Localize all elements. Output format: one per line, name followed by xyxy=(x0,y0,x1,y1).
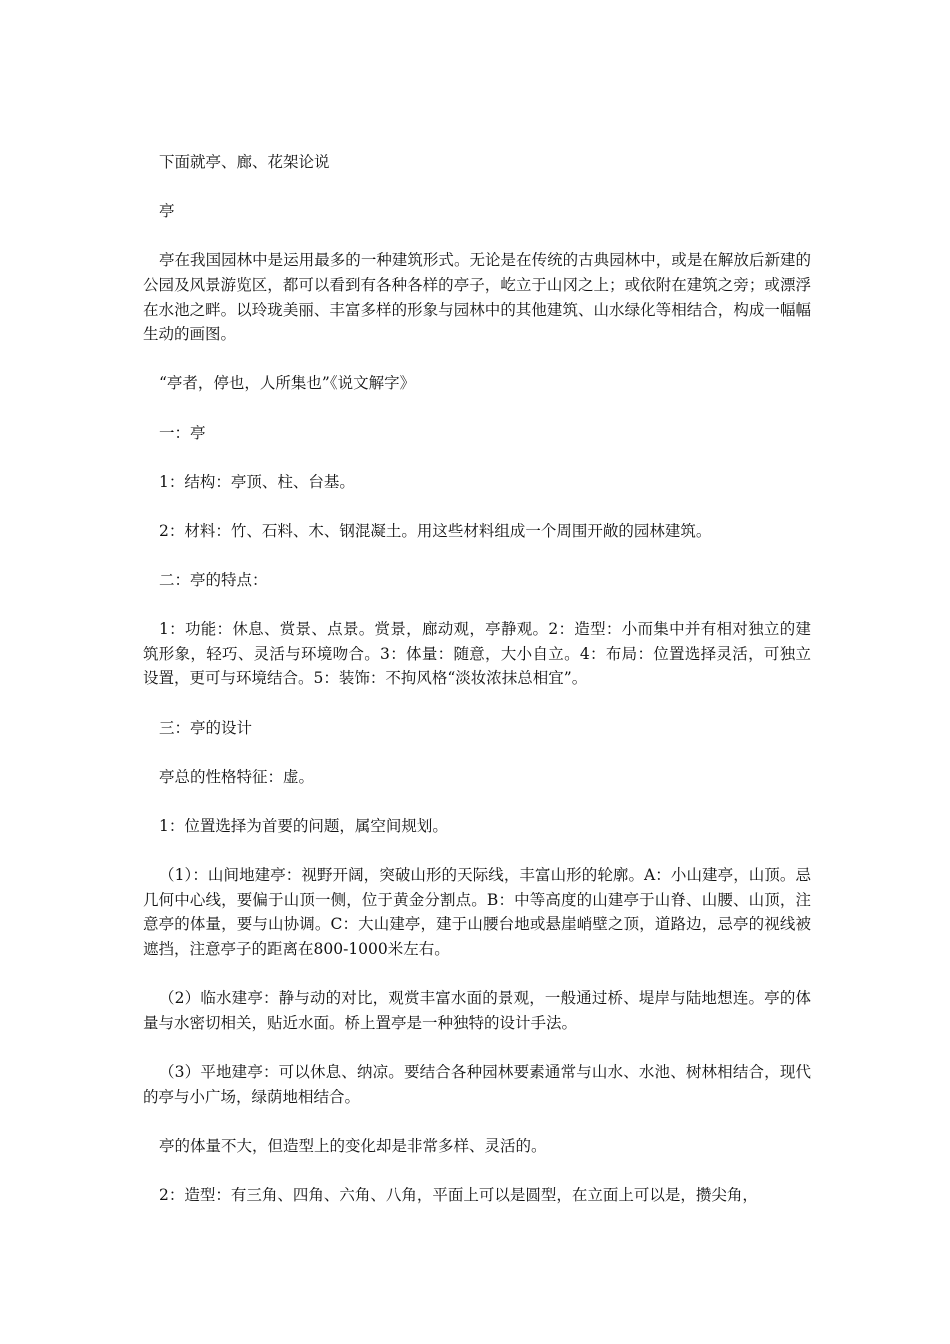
section-heading-1: 一：亭 xyxy=(159,423,206,442)
paragraph-form: 2：造型：有三角、四角、六角、八角，平面上可以是圆型，在立面上可以是，攒尖角， xyxy=(159,1185,758,1204)
paragraph-structure: 1：结构：亭顶、柱、台基。 xyxy=(159,472,355,491)
paragraph-intro: 下面就亭、廊、花架论说 xyxy=(159,153,330,171)
section-heading-3: 三：亭的设计 xyxy=(159,718,253,737)
paragraph-mountain: （1）：山间地建亭：视野开阔，突破山形的天际线，丰富山形的轮廓。A：小山建亭，山顶。忌几何中心线，要偏于山顶一侧，位于黄金分割点。B：中等高度的山建亭于山脊、山腰、山顶，注意亭的体量，要与山协调。C：大山建亭，建于山腰台地或悬崖峭壁之顶，道路边，忌亭的视线被遮挡，注意亭子的距离在800-1000米左右。 xyxy=(143,866,811,958)
paragraph-ting-overview: 亭在我国园林中是运用最多的一种建筑形式。无论是在传统的古典园林中，或是在解放后新建的公园及风景游览区，都可以看到有各种各样的亭子，屹立于山冈之上；或依附在建筑之旁；或漂浮在水池之畔。以玲珑美丽、丰富多样的形象与园林中的其他建筑、山水绿化等相结合，构成一幅幅生动的画图。 xyxy=(143,251,811,344)
paragraph-flatland: （3）平地建亭：可以休息、纳凉。要结合各种园林要素通常与山水、水池、树林相结合，现代的亭与小广场，绿荫地相结合。 xyxy=(143,1062,811,1106)
paragraph-water: （2）临水建亭：静与动的对比，观赏丰富水面的景观，一般通过桥、堤岸与陆地想连。亭的体量与水密切相关，贴近水面。桥上置亭是一种独特的设计手法。 xyxy=(143,989,811,1032)
paragraph-features: 1：功能：休息、赏景、点景。赏景，廊动观，亭静观。2：造型：小而集中并有相对独立的建筑形象，轻巧、灵活与环境吻合。3：体量：随意，大小自立。4：布局：位置选择灵活，可独立设置，更可与环境结合。5：装饰：不拘风格“淡妆浓抹总相宜”。 xyxy=(143,620,811,688)
heading-ting: 亭 xyxy=(159,202,175,221)
document-body xyxy=(143,150,811,1232)
paragraph-character: 亭总的性格特征：虚。 xyxy=(159,767,315,786)
paragraph-volume: 亭的体量不大，但造型上的变化却是非常多样、灵活的。 xyxy=(159,1136,547,1155)
paragraph-materials: 2：材料：竹、石料、木、钢混凝土。用这些材料组成一个周围开敞的园林建筑。 xyxy=(159,521,712,540)
paragraph-location: 1：位置选择为首要的问题，属空间规划。 xyxy=(159,817,448,836)
section-heading-2: 二：亭的特点： xyxy=(159,571,268,590)
paragraph-quote: “亭者，停也，人所集也”《说文解字》 xyxy=(159,374,416,393)
